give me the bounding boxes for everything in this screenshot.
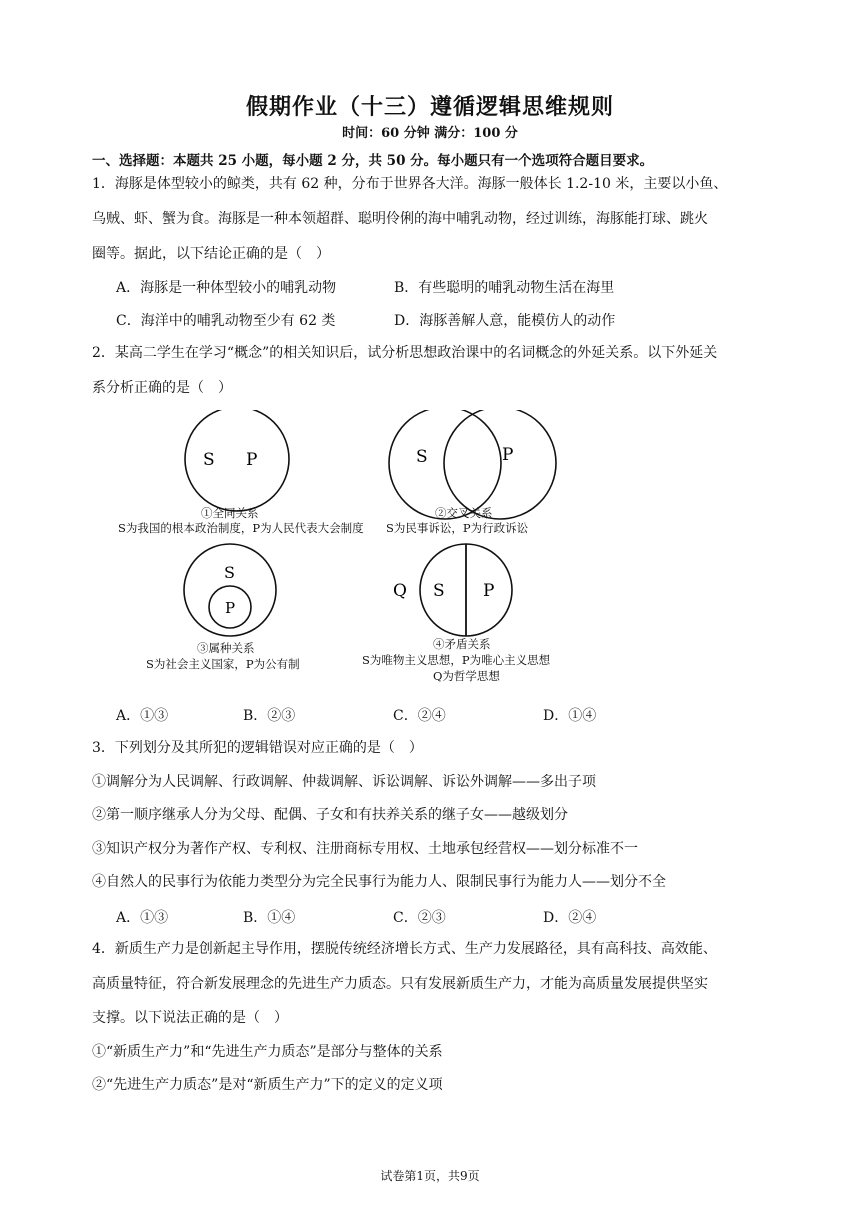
identity-s-label: S xyxy=(203,450,215,470)
question-3-item-2: ②第一顺序继承人分为父母、配偶、子女和有扶养关系的继子女——越级划分 xyxy=(92,807,568,823)
page-title: 假期作业（十三）遵循逻辑思维规则 xyxy=(245,94,614,120)
diagram-identity xyxy=(185,410,289,511)
diagram-4-title: ④矛盾关系 xyxy=(433,637,491,651)
question-4-item-1: ①“新质生产力”和“先进生产力质态”是部分与整体的关系 xyxy=(92,1044,443,1060)
question-2-option-a[interactable]: A．①③ xyxy=(116,708,169,724)
question-4-line-1: 4．新质生产力是创新起主导作用，摆脱传统经济增长方式、生产力发展路径，具有高科技、高效能、 xyxy=(92,941,717,957)
contradiction-s-label: S xyxy=(433,581,445,601)
question-2-option-d[interactable]: D．①④ xyxy=(543,708,597,724)
intersection-p-label: P xyxy=(502,445,514,465)
genus-circle xyxy=(184,544,276,636)
question-2-option-b[interactable]: B．②③ xyxy=(243,708,296,724)
diagram-4-desc2: Q为哲学思想 xyxy=(433,669,500,683)
diagram-3-title: ③属种关系 xyxy=(197,641,255,655)
question-1-option-b[interactable]: B．有些聪明的哺乳动物生活在海里 xyxy=(394,280,615,296)
exam-meta: 时间：60 分钟 满分：100 分 xyxy=(342,126,518,141)
diagram-2-desc: S为民事诉讼，P为行政诉讼 xyxy=(386,521,529,535)
question-3-stem: 3．下列划分及其所犯的逻辑错误对应正确的是（ ） xyxy=(92,740,423,756)
question-4-line-3: 支撑。以下说法正确的是（ ） xyxy=(92,1010,288,1026)
intersection-circle-p xyxy=(444,410,556,519)
question-3-option-c[interactable]: C．②③ xyxy=(393,910,446,926)
question-1-line-2: 乌贼、虾、蟹为食。海豚是一种本领超群、聪明伶俐的海中哺乳动物，经过训练，海豚能打球、跳火 xyxy=(92,211,708,227)
diagram-4-desc: S为唯物主义思想，P为唯心主义思想 xyxy=(362,653,551,667)
question-1-option-c[interactable]: C．海洋中的哺乳动物至少有 62 类 xyxy=(116,313,336,329)
intersection-circle-s xyxy=(389,410,501,519)
question-3-item-3: ③知识产权分为著作产权、专利权、注册商标专用权、土地承包经营权——划分标准不一 xyxy=(92,841,638,857)
question-4-line-2: 高质量特征，符合新发展理念的先进生产力质态。只有发展新质生产力，才能为高质量发展提供坚实 xyxy=(92,976,708,992)
question-3-item-4: ④自然人的民事行为依能力类型分为完全民事行为能力人、限制民事行为能力人——划分不全 xyxy=(92,874,666,890)
diagram-2-title: ②交叉关系 xyxy=(435,506,493,520)
question-4-item-2: ②“先进生产力质态”是对“新质生产力”下的定义的定义项 xyxy=(92,1077,443,1093)
question-2-line-1: 2．某高二学生在学习“概念”的相关知识后，试分析思想政治课中的名词概念的外延关系。以下外延关 xyxy=(92,345,718,361)
question-1-line-3: 圈等。据此，以下结论正确的是（ ） xyxy=(92,246,330,262)
species-p-label: P xyxy=(225,599,236,617)
diagram-genus-species xyxy=(184,544,276,636)
question-1-option-d[interactable]: D．海豚善解人意，能模仿人的动作 xyxy=(394,313,616,329)
question-2-line-2: 系分析正确的是（ ） xyxy=(92,380,232,396)
diagram-contradiction xyxy=(393,544,512,636)
question-1-line-1: 1．海豚是体型较小的鲸类，共有 62 种，分布于世界各大洋。海豚一般体长 1.2-10 米，主要以小鱼、 xyxy=(92,176,728,192)
intersection-s-label: S xyxy=(416,447,428,467)
question-3-option-b[interactable]: B．①④ xyxy=(243,910,296,926)
question-2-option-c[interactable]: C．②④ xyxy=(393,708,446,724)
question-3-option-a[interactable]: A．①③ xyxy=(116,910,169,926)
section-heading: 一、选择题：本题共 25 小题，每小题 2 分，共 50 分。每小题只有一个选项符合题目要求。 xyxy=(92,153,654,169)
identity-p-label: P xyxy=(246,450,258,470)
diagram-1-desc: S为我国的根本政治制度，P为人民代表大会制度 xyxy=(118,521,364,535)
genus-s-label: S xyxy=(224,563,235,582)
question-3-item-1: ①调解分为人民调解、行政调解、仲裁调解、诉讼调解、诉讼外调解——多出子项 xyxy=(92,774,596,790)
identity-circle xyxy=(185,410,289,511)
diagram-1-title: ①全同关系 xyxy=(201,506,259,520)
page-footer: 试卷第1页，共9页 xyxy=(380,1169,480,1183)
contradiction-q-label: Q xyxy=(393,581,407,601)
diagram-intersection xyxy=(389,410,556,519)
diagram-3-desc: S为社会主义国家，P为公有制 xyxy=(146,657,300,671)
contradiction-p-label: P xyxy=(483,581,495,601)
question-1-option-a[interactable]: A．海豚是一种体型较小的哺乳动物 xyxy=(116,280,337,296)
question-3-option-d[interactable]: D．②④ xyxy=(543,910,597,926)
